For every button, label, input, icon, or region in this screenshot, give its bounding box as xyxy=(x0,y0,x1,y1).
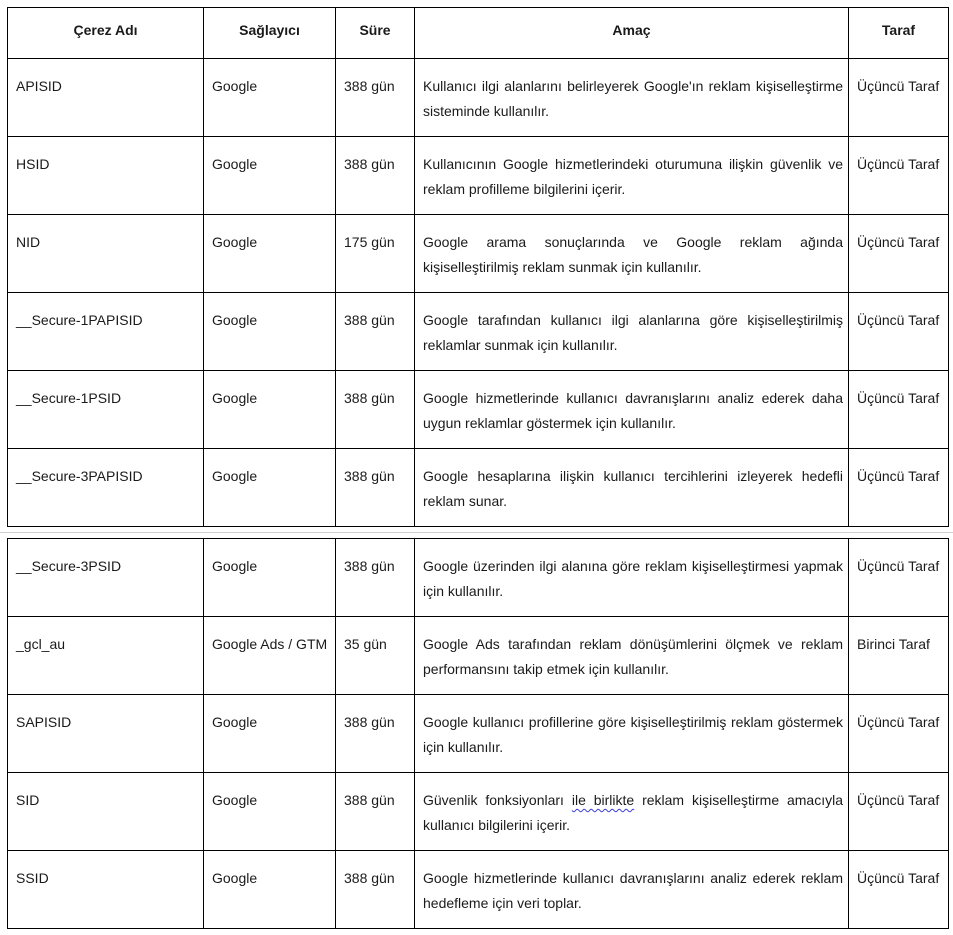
cookie-provider: Google Ads / GTM xyxy=(204,617,336,695)
cookie-duration: 388 gün xyxy=(336,539,415,617)
cookie-party: Üçüncü Taraf xyxy=(849,371,949,449)
cookie-name: HSID xyxy=(8,137,204,215)
page-break-divider xyxy=(0,532,953,533)
table-row xyxy=(8,695,949,773)
spellcheck-marked-text: ile birlikte xyxy=(571,792,635,808)
table-header-row xyxy=(8,8,949,59)
cookie-provider: Google xyxy=(204,59,336,137)
cookie-purpose: Google üzerinden ilgi alanına göre reklam kişiselleştirmesi yapmak için kullanılır. xyxy=(415,539,849,617)
cookie-provider: Google xyxy=(204,137,336,215)
cookie-name: NID xyxy=(8,215,204,293)
cookie-provider: Google xyxy=(204,449,336,527)
cookie-party: Üçüncü Taraf xyxy=(849,293,949,371)
header-duration: Süre xyxy=(336,8,415,59)
cookie-purpose: Kullanıcı ilgi alanlarını belirleyerek Google'ın reklam kişiselleştirme sisteminde kullanılır. xyxy=(415,59,849,137)
header-party: Taraf xyxy=(849,8,949,59)
cookie-duration: 388 gün xyxy=(336,695,415,773)
cookie-party: Üçüncü Taraf xyxy=(849,695,949,773)
cookie-party: Üçüncü Taraf xyxy=(849,773,949,851)
cookie-name: APISID xyxy=(8,59,204,137)
cookie-purpose: Google kullanıcı profillerine göre kişiselleştirilmiş reklam göstermek için kullanılır. xyxy=(415,695,849,773)
table-row xyxy=(8,851,949,929)
cookie-duration: 388 gün xyxy=(336,371,415,449)
cookie-duration: 175 gün xyxy=(336,215,415,293)
cookie-party: Birinci Taraf xyxy=(849,617,949,695)
table-row xyxy=(8,449,949,527)
cookie-table-page-2 xyxy=(7,538,949,929)
cookie-purpose: Kullanıcının Google hizmetlerindeki oturumuna ilişkin güvenlik ve reklam profilleme bilgilerini içerir. xyxy=(415,137,849,215)
cookie-name: __Secure-1PSID xyxy=(8,371,204,449)
cookie-name: SID xyxy=(8,773,204,851)
table-row xyxy=(8,137,949,215)
table-row xyxy=(8,617,949,695)
table-row xyxy=(8,539,949,617)
cookie-party: Üçüncü Taraf xyxy=(849,59,949,137)
cookie-table-page-1 xyxy=(7,7,949,527)
cookie-duration: 388 gün xyxy=(336,851,415,929)
cookie-duration: 388 gün xyxy=(336,773,415,851)
cookie-purpose: Google tarafından kullanıcı ilgi alanlarına göre kişiselleştirilmiş reklamlar sunmak için kullanılır. xyxy=(415,293,849,371)
table-row xyxy=(8,293,949,371)
purpose-text-start: Güvenlik fonksiyonları xyxy=(423,792,572,808)
cookie-party: Üçüncü Taraf xyxy=(849,137,949,215)
table-row xyxy=(8,371,949,449)
cookie-duration: 35 gün xyxy=(336,617,415,695)
cookie-duration: 388 gün xyxy=(336,449,415,527)
cookie-name: SSID xyxy=(8,851,204,929)
cookie-name: _gcl_au xyxy=(8,617,204,695)
cookie-purpose: Google hizmetlerinde kullanıcı davranışlarını analiz ederek reklam hedefleme için veri toplar. xyxy=(415,851,849,929)
cookie-duration: 388 gün xyxy=(336,293,415,371)
cookie-provider: Google xyxy=(204,215,336,293)
purpose-text-end: reklam kişiselleştirme amacıyla kullanıcı bilgilerini içerir. xyxy=(423,792,844,833)
table-row xyxy=(8,773,949,851)
cookie-provider: Google xyxy=(204,371,336,449)
cookie-duration: 388 gün xyxy=(336,59,415,137)
table-row xyxy=(8,59,949,137)
cookie-provider: Google xyxy=(204,293,336,371)
cookie-party: Üçüncü Taraf xyxy=(849,215,949,293)
cookie-provider: Google xyxy=(204,851,336,929)
cookie-purpose: Google arama sonuçlarında ve Google reklam ağında kişiselleştirilmiş reklam sunmak için kullanılır. xyxy=(415,215,849,293)
table-row xyxy=(8,215,949,293)
cookie-party: Üçüncü Taraf xyxy=(849,449,949,527)
cookie-purpose: Google hesaplarına ilişkin kullanıcı tercihlerini izleyerek hedefli reklam sunar. xyxy=(415,449,849,527)
cookie-purpose xyxy=(415,773,849,851)
cookie-purpose: Google Ads tarafından reklam dönüşümlerini ölçmek ve reklam performansını takip etmek için kullanılır. xyxy=(415,617,849,695)
cookie-name: __Secure-1PAPISID xyxy=(8,293,204,371)
header-provider: Sağlayıcı xyxy=(204,8,336,59)
cookie-provider: Google xyxy=(204,773,336,851)
cookie-name: __Secure-3PSID xyxy=(8,539,204,617)
cookie-name: SAPISID xyxy=(8,695,204,773)
cookie-duration: 388 gün xyxy=(336,137,415,215)
cookie-party: Üçüncü Taraf xyxy=(849,539,949,617)
cookie-provider: Google xyxy=(204,695,336,773)
cookie-party: Üçüncü Taraf xyxy=(849,851,949,929)
cookie-name: __Secure-3PAPISID xyxy=(8,449,204,527)
cookie-provider: Google xyxy=(204,539,336,617)
header-purpose: Amaç xyxy=(415,8,849,59)
header-cookie-name: Çerez Adı xyxy=(8,8,204,59)
cookie-purpose: Google hizmetlerinde kullanıcı davranışlarını analiz ederek daha uygun reklamlar göstermek için kullanılır. xyxy=(415,371,849,449)
